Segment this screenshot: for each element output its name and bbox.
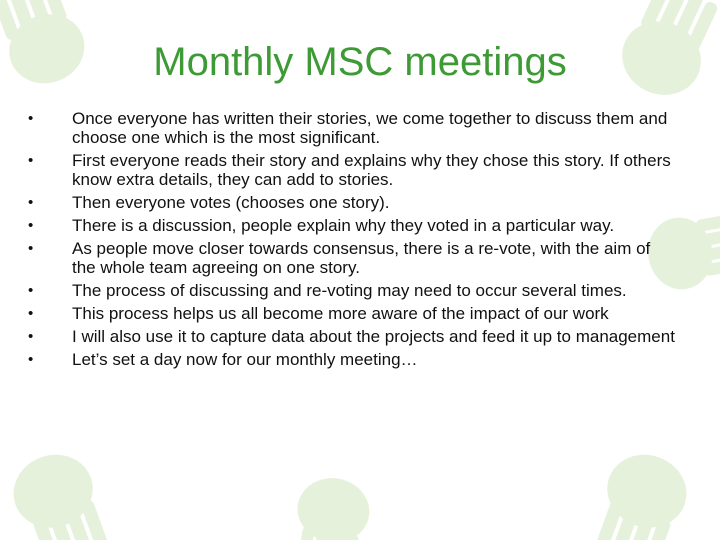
bullet-text: First everyone reads their story and explains why they chose this story. If others know extra details, they can add to stories.: [72, 151, 671, 189]
slide-title: Monthly MSC meetings: [153, 40, 567, 84]
hand-shape: [3, 444, 122, 540]
bullet-item: [28, 239, 678, 277]
bullet-marker: •: [28, 328, 34, 345]
bullet-item: [28, 281, 678, 300]
bullet-marker: •: [28, 152, 34, 169]
hand-shape: [283, 473, 374, 540]
bullet-text: Let’s set a day now for our monthly meeting…: [72, 350, 418, 369]
bullet-marker: •: [28, 217, 34, 234]
bullet-text: I will also use it to capture data about the projects and feed it up to management: [72, 327, 675, 346]
bullet-item: [28, 109, 678, 147]
bullet-marker: •: [28, 194, 34, 211]
bullet-item: [28, 216, 678, 235]
bullet-marker: •: [28, 240, 34, 257]
bullet-item: [28, 193, 678, 212]
bullet-marker: •: [28, 351, 34, 368]
bullet-item: [28, 350, 678, 369]
bullet-item: [28, 304, 678, 323]
bullet-text: Once everyone has written their stories, we come together to discuss them and choose one which is the most significant.: [72, 109, 668, 147]
bullet-text: Then everyone votes (chooses one story).: [72, 193, 390, 212]
bullet-list: [28, 109, 678, 373]
bullet-text: This process helps us all become more aware of the impact of our work: [72, 304, 609, 323]
bullet-text: The process of discussing and re-voting may need to occur several times.: [72, 281, 627, 300]
hand-shape: [578, 444, 697, 540]
bullet-item: [28, 327, 678, 346]
bullet-text: As people move closer towards consensus, there is a re-vote, with the aim of the whole team agreeing on one story.: [72, 239, 651, 277]
bullet-marker: •: [28, 282, 34, 299]
bullet-item: [28, 151, 678, 189]
bullet-marker: •: [28, 110, 34, 127]
bullet-marker: •: [28, 305, 34, 322]
bullet-text: There is a discussion, people explain why they voted in a particular way.: [72, 216, 615, 235]
